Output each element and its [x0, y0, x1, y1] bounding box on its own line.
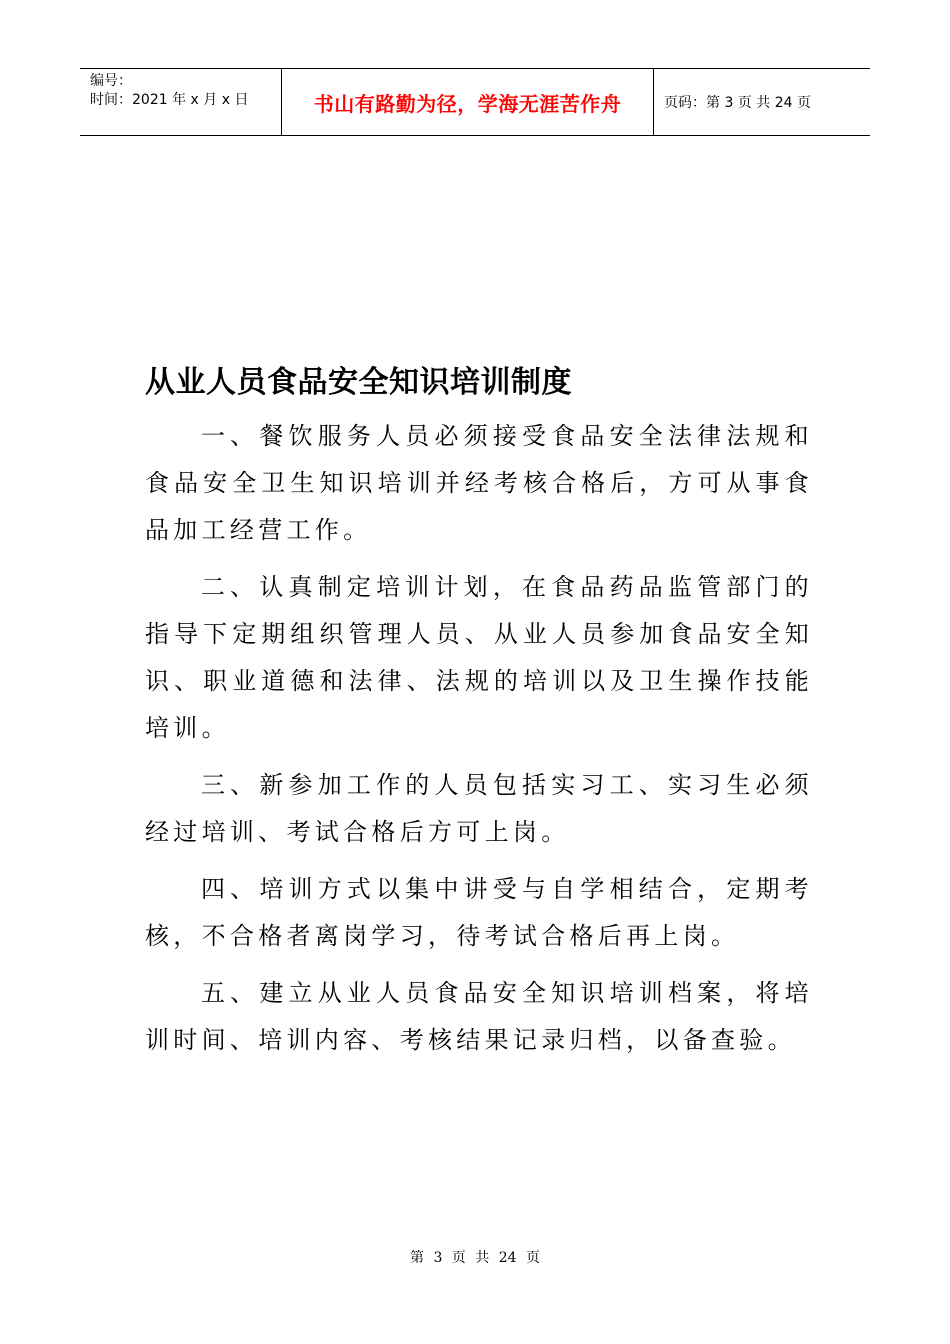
document-header: [80, 68, 870, 136]
paragraph-4: 四、培训方式以集中讲受与自学相结合，定期考核，不合格者离岗学习，待考试合格后再上岗。: [145, 875, 813, 950]
document-date: 时间：2021 年 x 月 x 日: [90, 92, 249, 108]
header-page-cell: [654, 69, 870, 135]
header-motto-cell: [282, 69, 654, 135]
header-motto: 书山有路勤为径，学海无涯苦作舟: [313, 91, 622, 116]
page-footer: 第 3 页 共 24 页: [410, 1250, 540, 1266]
paragraph-3: 三、新参加工作的人员包括实习工、实习生必须经过培训、考试合格后方可上岗。: [145, 771, 813, 846]
header-page-info: 页码：第 3 页 共 24 页: [664, 95, 811, 111]
paragraph-2: 二、认真制定培训计划，在食品药品监管部门的指导下定期组织管理人员、从业人员参加食品安全知识、职业道德和法律、法规的培训以及卫生操作技能培训。: [145, 573, 813, 742]
document-body: [145, 413, 813, 1074]
header-meta-cell: [80, 69, 282, 135]
document-number-label: 编号：: [90, 73, 132, 89]
paragraph-1: 一、餐饮服务人员必须接受食品安全法律法规和食品安全卫生知识培训并经考核合格后，方可从事食品加工经营工作。: [145, 422, 813, 544]
document-title: 从业人员食品安全知识培训制度: [145, 365, 572, 400]
paragraph-5: 五、建立从业人员食品安全知识培训档案，将培训时间、培训内容、考核结果记录归档，以备查验。: [145, 979, 813, 1054]
